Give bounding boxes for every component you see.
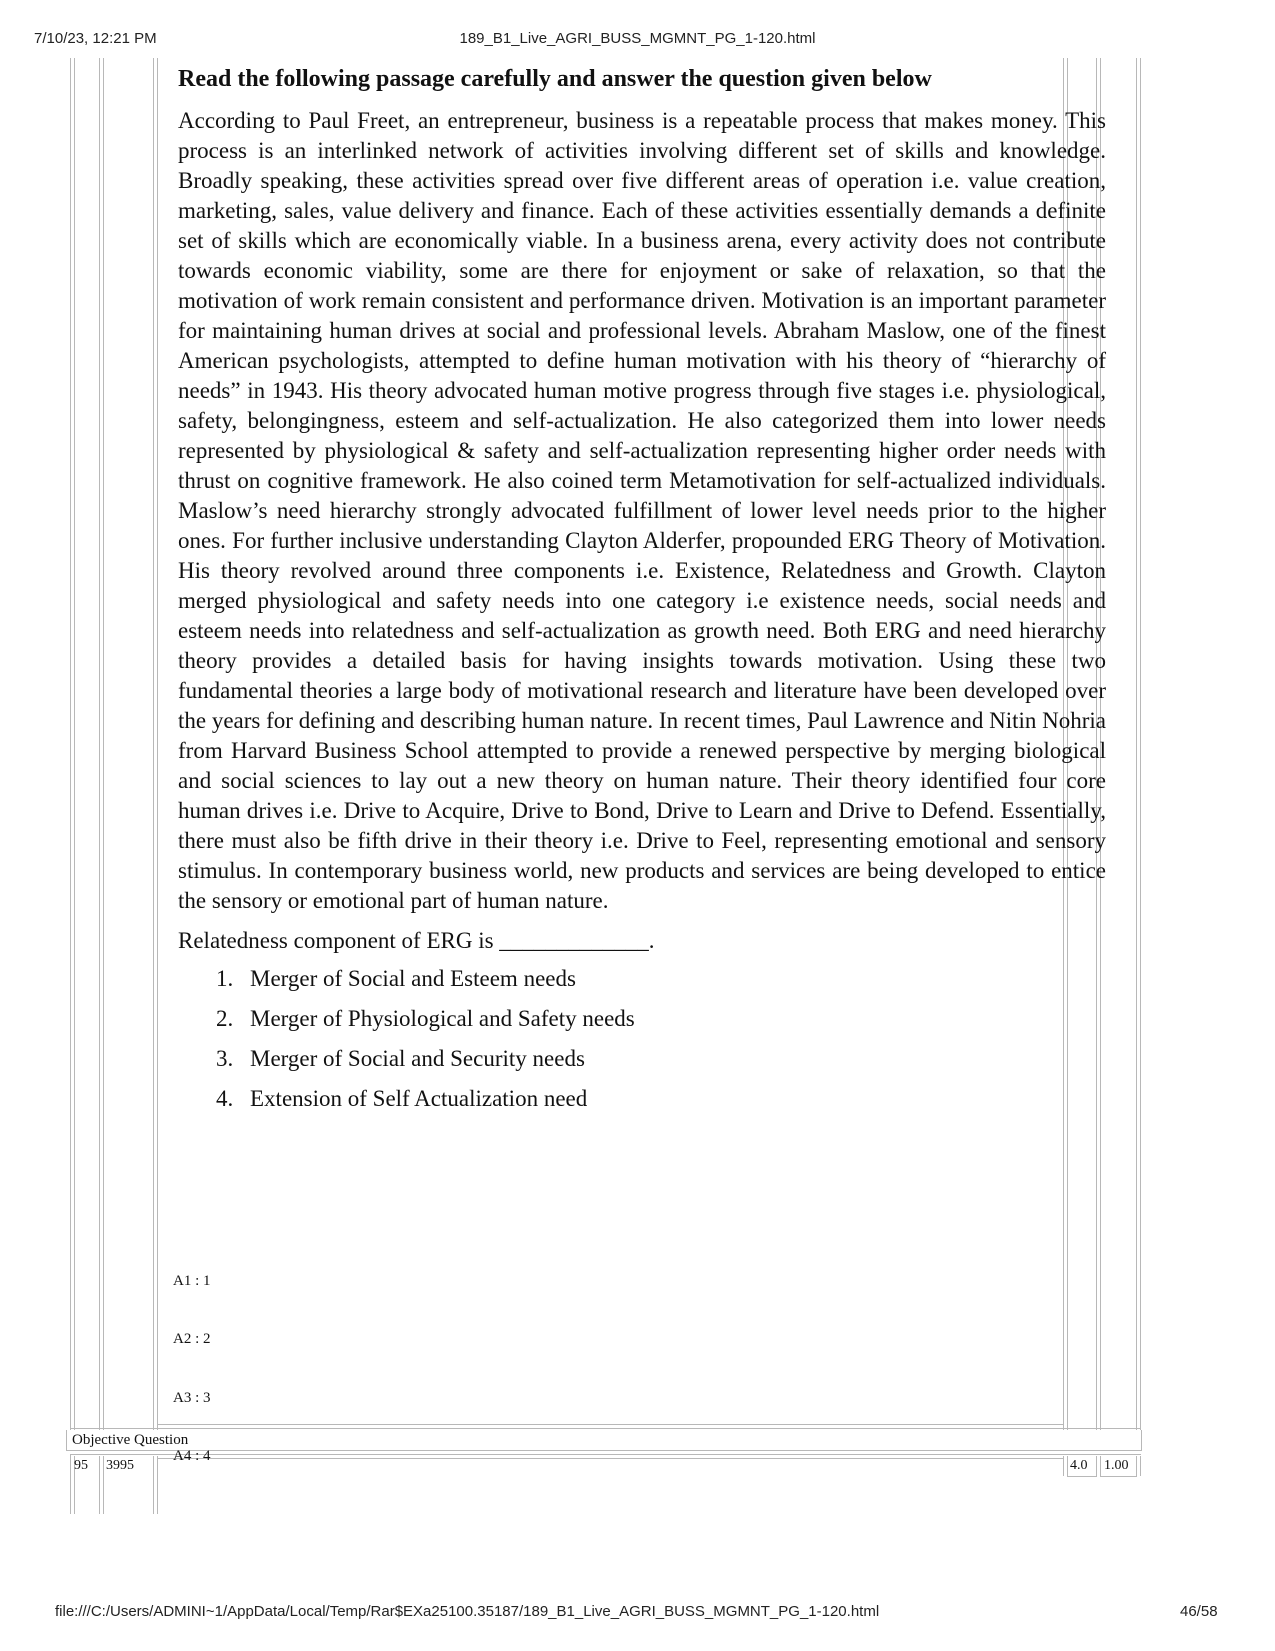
option-item [216,1084,1106,1114]
option-number: 1. [216,966,234,991]
marks-value: 4.0 [1070,1458,1088,1473]
answer-key-1: A1 : 1 [173,1273,211,1289]
question-cell [178,64,1106,1124]
question-prompt: Relatedness component of ERG is _____________. [178,928,655,953]
option-item [216,964,1106,994]
option-number: 2. [216,1006,234,1031]
option-item [216,1044,1106,1074]
option-number: 4. [216,1086,234,1111]
row-number: 95 [74,1458,88,1473]
question-heading: Read the following passage carefully and answer the question given below [178,66,932,92]
print-document-title: 189_B1_Live_AGRI_BUSS_MGMNT_PG_1-120.html [459,30,816,47]
option-text: Merger of Physiological and Safety needs [250,1006,635,1031]
question-type-label: Objective Question [72,1432,189,1448]
print-datetime: 7/10/23, 12:21 PM [34,30,157,47]
answer-key-2: A2 : 2 [173,1331,211,1347]
question-id: 3995 [106,1458,134,1473]
print-header [0,30,1275,50]
passage-text: According to Paul Freet, an entrepreneur, business is a repeatable process that makes money. This process is an interlinked network of activities involving different set of skills and knowledge. Broadly speaking, these activities spread over five different areas of operation i.e. value creation, marketing, sales, value delivery and finance. Each of these activities essentially demands a definite set of skills which are economically viable. In a business arena, every activity does not contribute towards economic viability, some are there for enjoyment or sake of relaxation, so that the motivation of work remain consistent and performance driven. Motivation is an important parameter for maintaining human drives at social and professional levels. Abraham Maslow, one of the finest American psychologists, attempted to define human motivation with his theory of “hierarchy of needs” in 1943. His theory advocated human motive progress through five stages i.e. physiological, safety, belongingness, esteem and self-actualization. He also categorized them into lower needs represented by physiological & safety and self-actualization representing higher order needs with thrust on cognitive framework. He also coined term Metamotivation for self-actualized individuals. Maslow’s need hierarchy strongly advocated fulfillment of lower level needs prior to the higher ones. For further inclusive understanding Clayton Alderfer, propounded ERG Theory of Motivation. His theory revolved around three components i.e. Existence, Relatedness and Growth. Clayton merged physiological and safety needs into one category i.e existence needs, social needs and esteem needs into relatedness and self-actualization as growth need. Both ERG and need hierarchy theory provides a detailed basis for having insights towards motivation. Using these two fundamental theories a large body of motivational research and literature have been developed over the years for defining and describing human nature. In recent times, Paul Lawrence and Nitin Nohria from Harvard Business School attempted to provide a renewed perspective by merging biological and social sciences to lay out a new theory on human nature. Their theory identified four core human drives i.e. Drive to Acquire, Drive to Bond, Drive to Learn and Drive to Defend. Essentially, there must also be fifth drive in their theory i.e. Drive to Feel, representing emotional and sensory stimulus. In contemporary business world, new products and services are being developed to entice the sensory or emotional part of human nature. [178,108,1106,913]
print-footer [0,1603,1275,1623]
option-text: Merger of Social and Security needs [250,1046,585,1071]
option-item [216,1004,1106,1034]
option-text: Merger of Social and Esteem needs [250,966,576,991]
option-text: Extension of Self Actualization need [250,1086,588,1111]
answer-key-4: A4 : 4 [173,1448,211,1464]
print-page-indicator: 46/58 [1180,1603,1218,1620]
negative-marks-value: 1.00 [1104,1458,1129,1473]
option-number: 3. [216,1046,234,1071]
options-list [178,964,1106,1114]
answer-key-3: A3 : 3 [173,1390,211,1406]
print-file-path: file:///C:/Users/ADMINI~1/AppData/Local/Temp/Rar$EXa25100.35187/189_B1_Live_AGRI_BUSS_MGMNT_PG_1-120.html [55,1603,880,1620]
